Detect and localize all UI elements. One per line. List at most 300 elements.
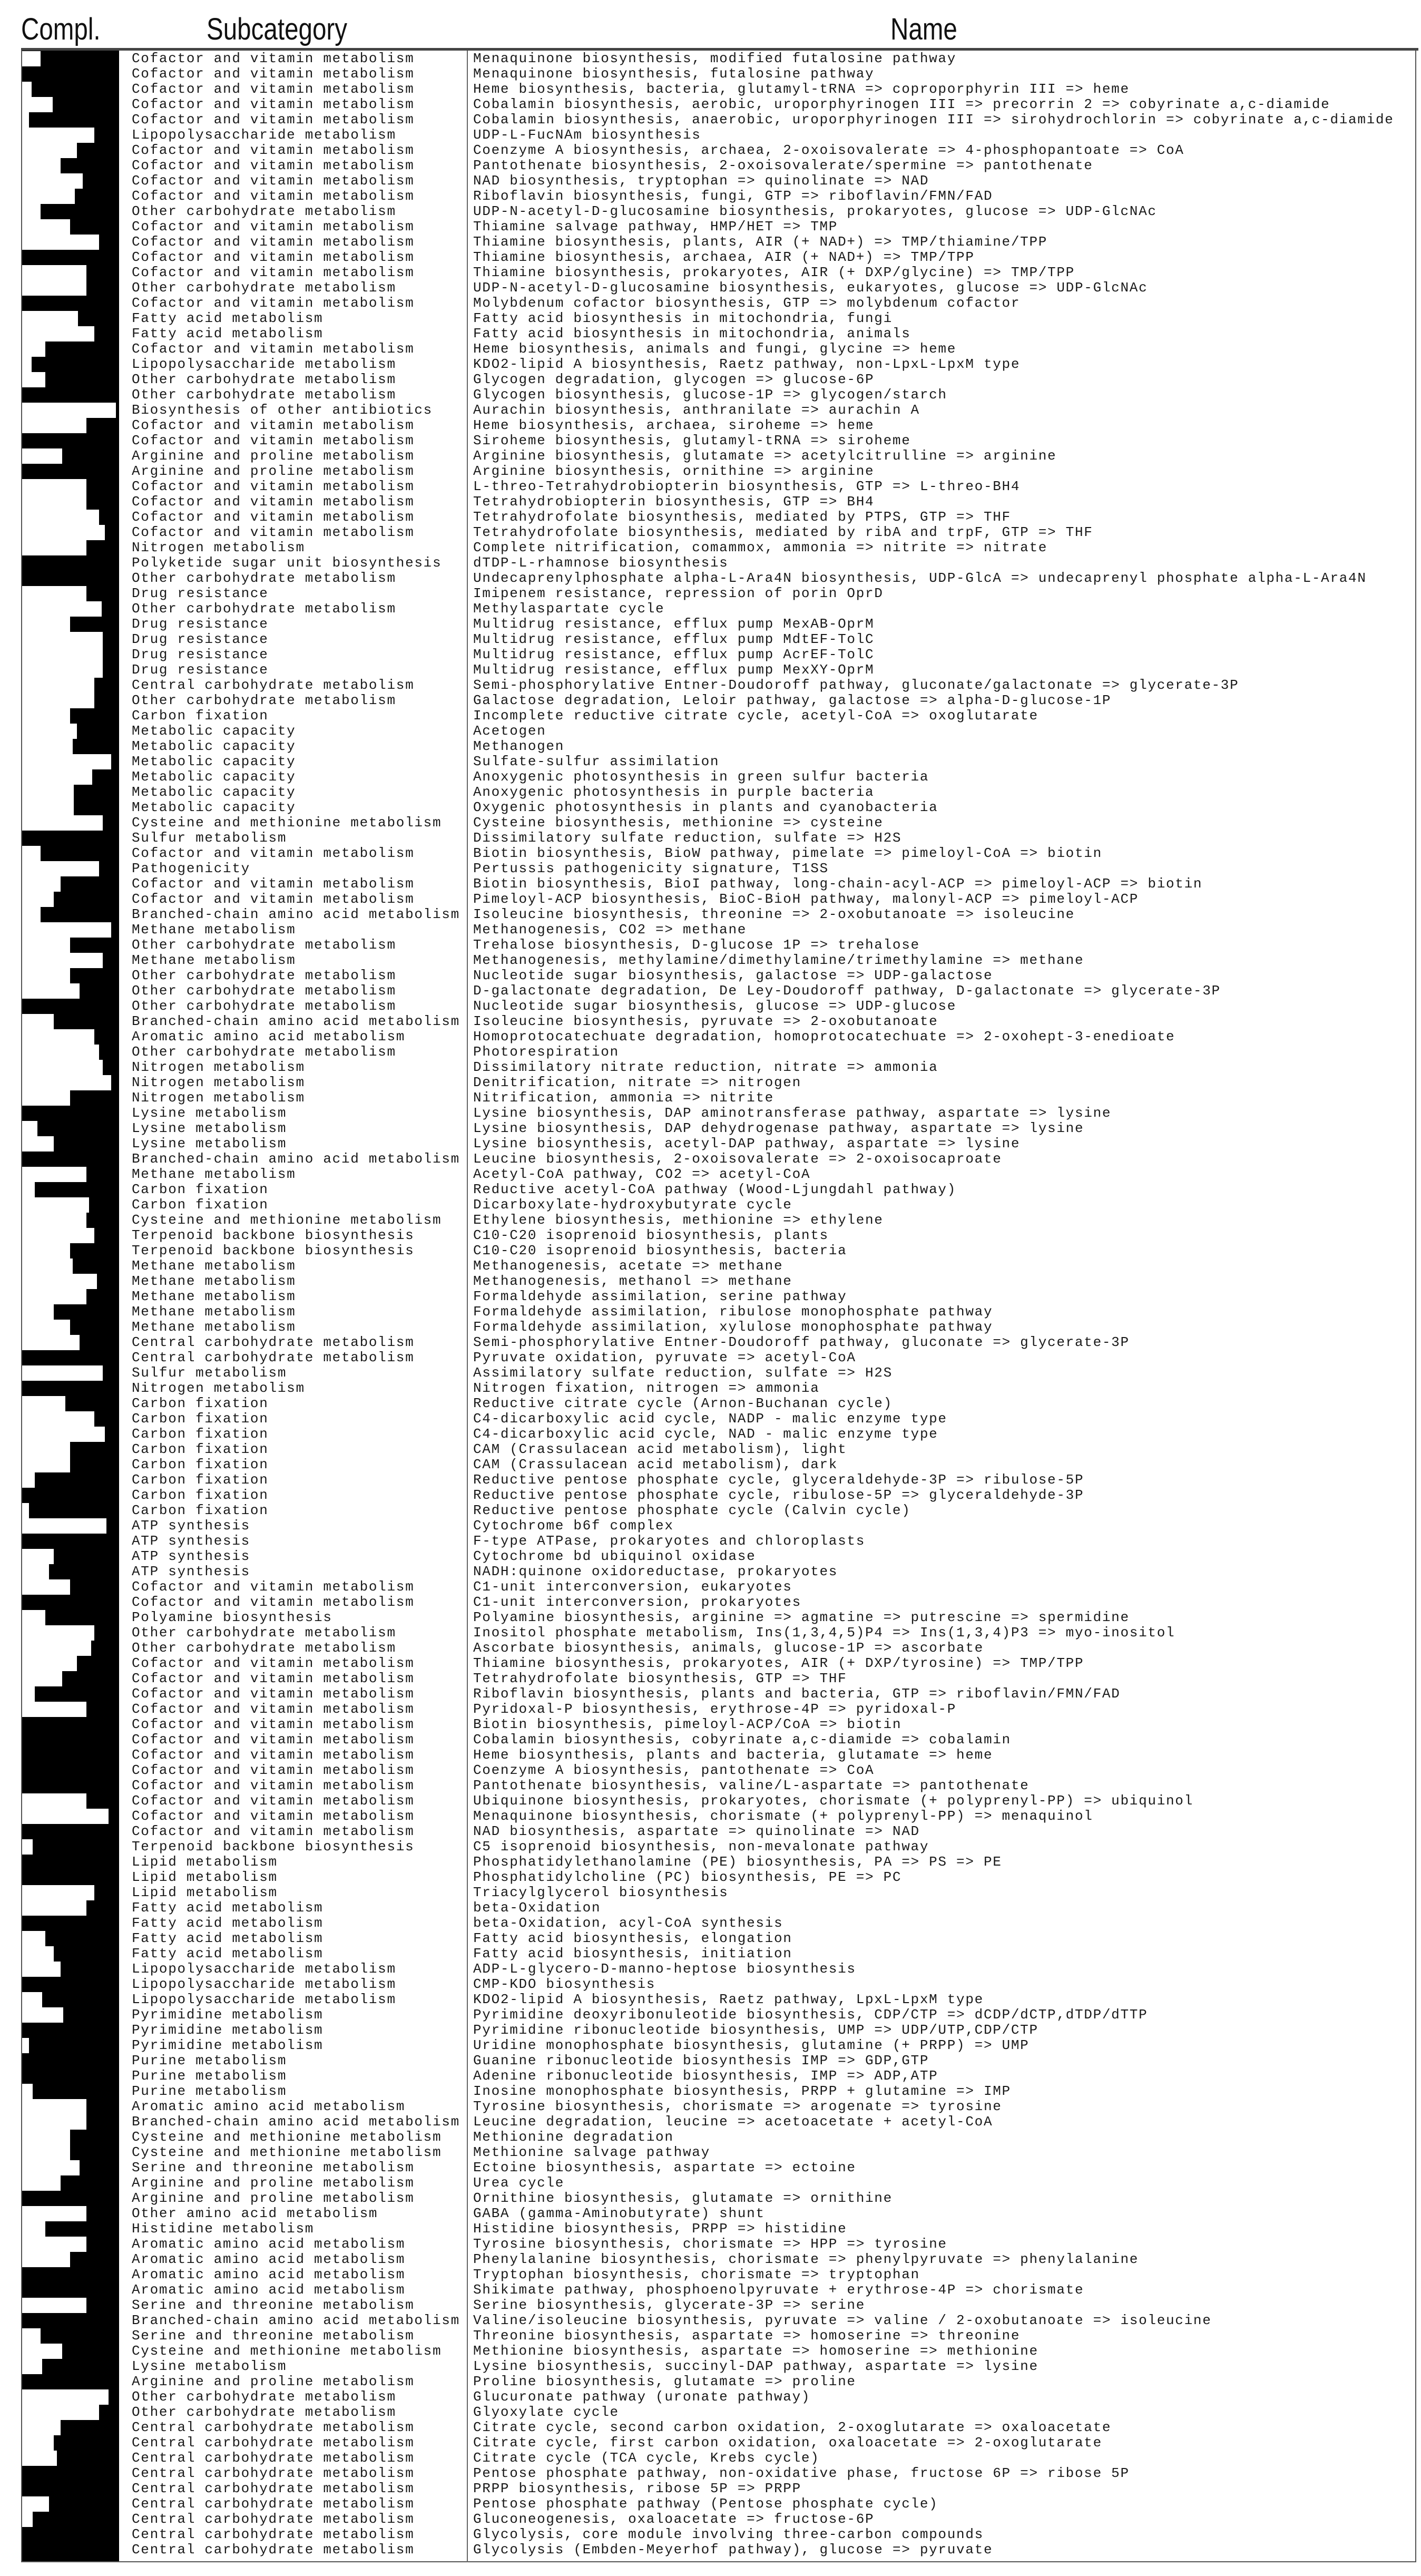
completeness-bar [22, 800, 118, 815]
completeness-missing-fill [22, 2252, 70, 2267]
module-name-cell: Fatty acid biosynthesis, initiation [473, 1946, 792, 1962]
completeness-missing-fill [22, 2160, 80, 2175]
subcategory-cell: Central carbohydrate metabolism [132, 2450, 415, 2466]
subcategory-cell: Aromatic amino acid metabolism [132, 2099, 406, 2114]
module-name-cell: Pantothenate biosynthesis, 2-oxoisovalerate/spermine => pantothenate [473, 158, 1093, 173]
completeness-missing-fill [22, 1839, 33, 1855]
table-row [0, 2359, 1421, 2374]
completeness-missing-fill [22, 1885, 94, 1900]
subcategory-cell: Other carbohydrate metabolism [132, 280, 396, 296]
completeness-missing-fill [22, 953, 103, 968]
completeness-bar [22, 2435, 118, 2451]
module-name-cell: Adenine ribonucleotide biosynthesis, IMP => ADP,ATP [473, 2068, 938, 2084]
completeness-missing-fill [22, 1931, 45, 1946]
completeness-bar [22, 1717, 118, 1732]
completeness-missing-fill [22, 1396, 65, 1411]
completeness-missing-fill [22, 876, 61, 892]
subcategory-cell: Cofactor and vitamin metabolism [132, 891, 415, 907]
completeness-missing-fill [22, 968, 70, 983]
completeness-missing-fill [22, 2206, 86, 2221]
subcategory-cell: Pyrimidine metabolism [132, 2022, 324, 2038]
table-row [0, 1809, 1421, 1824]
subcategory-cell: ATP synthesis [132, 1533, 250, 1549]
subcategory-cell: Metabolic capacity [132, 769, 296, 785]
completeness-bar [22, 1106, 118, 1121]
subcategory-cell: Fatty acid metabolism [132, 1900, 324, 1916]
completeness-missing-fill [22, 2435, 54, 2451]
completeness-bar [22, 1472, 118, 1488]
table-row [0, 1167, 1421, 1182]
module-name-cell: Dissimilatory nitrate reduction, nitrate => ammonia [473, 1059, 938, 1075]
completeness-bar [22, 1396, 118, 1411]
table-row [0, 2038, 1421, 2053]
subcategory-cell: Cofactor and vitamin metabolism [132, 173, 415, 189]
subcategory-cell: Drug resistance [132, 662, 269, 678]
completeness-bar [22, 1824, 118, 1839]
completeness-missing-fill [22, 1060, 103, 1075]
module-name-cell: C1-unit interconversion, eukaryotes [473, 1579, 792, 1595]
completeness-missing-fill [22, 1457, 70, 1472]
completeness-bar [22, 739, 118, 754]
completeness-bar [22, 1656, 118, 1671]
table-row [0, 999, 1421, 1014]
completeness-missing-fill [22, 1228, 94, 1243]
table-row [0, 2130, 1421, 2145]
table-row [0, 938, 1421, 953]
completeness-missing-fill [22, 2328, 41, 2344]
subcategory-cell: Fatty acid metabolism [132, 1915, 324, 1931]
completeness-bar [22, 1778, 118, 1793]
table-row [0, 1503, 1421, 1518]
subcategory-cell: Arginine and proline metabolism [132, 463, 415, 479]
subcategory-cell: Cofactor and vitamin metabolism [132, 524, 415, 540]
completeness-bar [22, 2527, 118, 2542]
subcategory-cell: Other amino acid metabolism [132, 2206, 378, 2221]
subcategory-cell: Other carbohydrate metabolism [132, 372, 396, 387]
table-row [0, 2481, 1421, 2496]
completeness-missing-fill [22, 143, 77, 158]
module-name-cell: CMP-KDO biosynthesis [473, 1976, 656, 1992]
subcategory-cell: Cofactor and vitamin metabolism [132, 1762, 415, 1778]
table-row [0, 1121, 1421, 1136]
completeness-missing-fill [22, 647, 103, 662]
subcategory-cell: Cofactor and vitamin metabolism [132, 81, 415, 97]
completeness-bar [22, 204, 118, 219]
table-row [0, 280, 1421, 296]
completeness-missing-fill [22, 708, 70, 724]
table-row [0, 1748, 1421, 1763]
subcategory-cell: Cofactor and vitamin metabolism [132, 1594, 415, 1610]
module-name-cell: CAM (Crassulacean acid metabolism), light [473, 1441, 847, 1457]
completeness-missing-fill [22, 1641, 91, 1656]
completeness-bar [22, 357, 118, 372]
completeness-bar [22, 601, 118, 617]
module-name-cell: Reductive pentose phosphate cycle, ribulose-5P => glyceraldehyde-3P [473, 1487, 1084, 1503]
completeness-bar [22, 2221, 118, 2237]
subcategory-cell: Cofactor and vitamin metabolism [132, 433, 415, 448]
module-name-cell: Methanogenesis, methylamine/dimethylamine/trimethylamine => methane [473, 952, 1084, 968]
module-name-cell: Lysine biosynthesis, acetyl-DAP pathway, aspartate => lysine [473, 1136, 1021, 1152]
completeness-missing-fill [22, 479, 86, 494]
module-name-cell: Semi-phosphorylative Entner-Doudoroff pathway, gluconate => glycerate-3P [473, 1334, 1130, 1350]
completeness-missing-fill [22, 892, 54, 907]
subcategory-cell: Lipid metabolism [132, 1869, 278, 1885]
completeness-bar [22, 662, 118, 678]
completeness-bar [22, 1197, 118, 1213]
completeness-missing-fill [22, 769, 92, 785]
table-row [0, 235, 1421, 250]
completeness-missing-fill [22, 1258, 73, 1274]
completeness-missing-fill [22, 2512, 33, 2527]
table-row [0, 265, 1421, 280]
module-name-cell: Fatty acid biosynthesis in mitochondria, animals [473, 326, 911, 341]
completeness-missing-fill [22, 739, 73, 754]
table-row [0, 158, 1421, 173]
table-row [0, 1870, 1421, 1885]
subcategory-cell: Nitrogen metabolism [132, 1090, 305, 1106]
module-name-cell: Ornithine biosynthesis, glutamate => ornithine [473, 2190, 893, 2206]
completeness-missing-fill [22, 632, 103, 647]
completeness-bar [22, 2359, 118, 2374]
module-name-cell: Reductive pentose phosphate cycle, glyceraldehyde-3P => ribulose-5P [473, 1472, 1084, 1488]
table-row [0, 341, 1421, 357]
table-row [0, 418, 1421, 433]
completeness-bar [22, 1916, 118, 1931]
completeness-bar [22, 892, 118, 907]
table-row [0, 800, 1421, 815]
subcategory-cell: Cofactor and vitamin metabolism [132, 51, 415, 66]
completeness-bar [22, 2206, 118, 2221]
subcategory-cell: Cofactor and vitamin metabolism [132, 1686, 415, 1702]
completeness-missing-fill [22, 2221, 45, 2237]
module-name-cell: beta-Oxidation [473, 1900, 601, 1916]
module-name-cell: Citrate cycle, first carbon oxidation, oxaloacetate => 2-oxoglutarate [473, 2435, 1102, 2451]
table-row [0, 1518, 1421, 1534]
completeness-bar [22, 1121, 118, 1136]
completeness-missing-fill [22, 938, 70, 953]
table-row [0, 1641, 1421, 1656]
completeness-missing-fill [22, 983, 80, 999]
completeness-bar [22, 1258, 118, 1274]
table-row [0, 1106, 1421, 1121]
completeness-bar [22, 1029, 118, 1045]
table-row [0, 1258, 1421, 1274]
subcategory-cell: Pyrimidine metabolism [132, 2037, 324, 2053]
subcategory-cell: Cofactor and vitamin metabolism [132, 219, 415, 235]
completeness-bar [22, 1809, 118, 1824]
subcategory-cell: Other carbohydrate metabolism [132, 692, 396, 708]
module-name-cell: Formaldehyde assimilation, serine pathway [473, 1289, 847, 1304]
subcategory-cell: Other carbohydrate metabolism [132, 983, 396, 999]
table-row [0, 1885, 1421, 1900]
module-name-cell: Incomplete reductive citrate cycle, acetyl-CoA => oxoglutarate [473, 708, 1038, 724]
module-name-cell: Cobalamin biosynthesis, cobyrinate a,c-diamide => cobalamin [473, 1732, 1011, 1748]
completeness-bar [22, 1320, 118, 1335]
module-name-cell: Cytochrome bd ubiquinol oxidase [473, 1548, 756, 1564]
table-row [0, 846, 1421, 861]
subcategory-cell: Cysteine and methionine metabolism [132, 2144, 442, 2160]
completeness-bar [22, 1992, 118, 2007]
subcategory-cell: Carbon fixation [132, 1502, 269, 1518]
subcategory-cell: Cofactor and vitamin metabolism [132, 494, 415, 510]
table-row [0, 525, 1421, 540]
subcategory-cell: Nitrogen metabolism [132, 1059, 305, 1075]
table-row [0, 1228, 1421, 1243]
table-row [0, 2420, 1421, 2435]
completeness-missing-fill [22, 1197, 89, 1213]
completeness-bar [22, 2084, 118, 2099]
table-row [0, 1595, 1421, 1610]
module-name-cell: Glycolysis, core module involving three-carbon compounds [473, 2526, 984, 2542]
table-row [0, 66, 1421, 82]
subcategory-cell: Serine and threonine metabolism [132, 2160, 415, 2175]
subcategory-cell: Lysine metabolism [132, 1105, 287, 1121]
table-row [0, 510, 1421, 525]
completeness-bar [22, 1442, 118, 1457]
completeness-bar [22, 1136, 118, 1152]
completeness-missing-fill [22, 922, 111, 938]
table-row [0, 953, 1421, 968]
completeness-missing-fill [22, 861, 99, 876]
completeness-missing-fill [22, 662, 103, 678]
table-row [0, 2023, 1421, 2038]
subcategory-cell: Cofactor and vitamin metabolism [132, 1732, 415, 1748]
table-row [0, 601, 1421, 617]
subcategory-cell: Methane metabolism [132, 952, 296, 968]
module-name-cell: Polyamine biosynthesis, arginine => agmatine => putrescine => spermidine [473, 1609, 1130, 1625]
subcategory-cell: Cofactor and vitamin metabolism [132, 295, 415, 311]
completeness-missing-fill [22, 51, 41, 66]
module-name-cell: Siroheme biosynthesis, glutamyl-tRNA => siroheme [473, 433, 911, 448]
table-row [0, 2114, 1421, 2130]
module-name-cell: L-threo-Tetrahydrobiopterin biosynthesis, GTP => L-threo-BH4 [473, 479, 1021, 494]
module-name-cell: Methionine degradation [473, 2129, 674, 2145]
subcategory-cell: Metabolic capacity [132, 723, 296, 739]
subcategory-cell: Other carbohydrate metabolism [132, 387, 396, 403]
completeness-bar [22, 1885, 118, 1900]
module-name-cell: Citrate cycle, second carbon oxidation, 2-oxoglutarate => oxaloacetate [473, 2419, 1112, 2435]
completeness-bar [22, 831, 118, 846]
completeness-missing-fill [22, 1900, 86, 1916]
module-name-cell: C4-dicarboxylic acid cycle, NADP - malic enzyme type [473, 1411, 947, 1427]
subcategory-cell: Pyrimidine metabolism [132, 2007, 324, 2023]
module-name-cell: Arginine biosynthesis, glutamate => acetylcitrulline => arginine [473, 448, 1057, 464]
subcategory-cell: Aromatic amino acid metabolism [132, 2236, 406, 2252]
completeness-bar [22, 265, 118, 280]
completeness-missing-fill [22, 586, 86, 601]
subcategory-cell: Fatty acid metabolism [132, 1930, 324, 1946]
completeness-missing-fill [22, 341, 45, 357]
completeness-bar [22, 219, 118, 235]
module-name-cell: Tyrosine biosynthesis, chorismate => HPP => tyrosine [473, 2236, 947, 2252]
module-name-cell: Menaquinone biosynthesis, chorismate (+ polyprenyl-PP) => menaquinol [473, 1808, 1093, 1824]
completeness-missing-fill [22, 448, 62, 464]
module-name-cell: PRPP biosynthesis, ribose 5P => PRPP [473, 2481, 801, 2496]
subcategory-cell: Fatty acid metabolism [132, 326, 324, 341]
module-name-cell: KDO2-lipid A biosynthesis, Raetz pathway, non-LpxL-LpxM type [473, 356, 1021, 372]
module-name-cell: UDP-N-acetyl-D-glucosamine biosynthesis, prokaryotes, glucose => UDP-GlcNAc [473, 203, 1157, 219]
completeness-bar [22, 1289, 118, 1304]
module-name-cell: Semi-phosphorylative Entner-Doudoroff pathway, gluconate/galactonate => glycerate-3P [473, 677, 1239, 693]
table-row [0, 2145, 1421, 2160]
table-row [0, 2328, 1421, 2344]
module-name-cell: Anoxygenic photosynthesis in green sulfur bacteria [473, 769, 929, 785]
module-name-cell: Trehalose biosynthesis, D-glucose 1P => trehalose [473, 937, 920, 953]
table-row [0, 1824, 1421, 1839]
module-name-cell: Arginine biosynthesis, ornithine => arginine [473, 463, 875, 479]
module-name-cell: Methanogenesis, CO2 => methane [473, 922, 747, 938]
table-row [0, 1350, 1421, 1365]
subcategory-cell: Cofactor and vitamin metabolism [132, 845, 415, 861]
completeness-bar [22, 1671, 118, 1686]
table-row [0, 2405, 1421, 2420]
completeness-bar [22, 555, 118, 571]
table-row [0, 1182, 1421, 1197]
module-name-cell: Riboflavin biosynthesis, plants and bacteria, GTP => riboflavin/FMN/FAD [473, 1686, 1121, 1702]
completeness-bar [22, 1595, 118, 1610]
module-name-cell: Molybdenum cofactor biosynthesis, GTP => molybdenum cofactor [473, 295, 1021, 311]
subcategory-cell: Cofactor and vitamin metabolism [132, 1671, 415, 1686]
completeness-bar [22, 189, 118, 204]
table-row [0, 1625, 1421, 1641]
completeness-missing-fill [22, 785, 74, 800]
module-name-cell: Glyoxylate cycle [473, 2404, 619, 2420]
module-name-cell: Gluconeogenesis, oxaloacetate => fructose-6P [473, 2511, 875, 2527]
module-name-cell: Phosphatidylethanolamine (PE) biosynthesis, PA => PS => PE [473, 1854, 1002, 1870]
module-name-cell: Undecaprenylphosphate alpha-L-Ara4N biosynthesis, UDP-GlcA => undecaprenyl phosphate alpha-L-Ara4N [473, 570, 1367, 586]
table-row [0, 2435, 1421, 2451]
completeness-bar [22, 296, 118, 311]
module-name-cell: Menaquinone biosynthesis, modified futalosine pathway [473, 51, 957, 66]
table-row [0, 97, 1421, 112]
completeness-missing-fill [22, 1518, 106, 1534]
subcategory-cell: Cofactor and vitamin metabolism [132, 1655, 415, 1671]
completeness-bar [22, 678, 118, 693]
module-name-cell: Phosphatidylcholine (PC) biosynthesis, PE => PC [473, 1869, 902, 1885]
completeness-missing-fill [22, 2114, 86, 2130]
subcategory-cell: Other carbohydrate metabolism [132, 937, 396, 953]
module-name-cell: UDP-N-acetyl-D-glucosamine biosynthesis, eukaryotes, glucose => UDP-GlcNAc [473, 280, 1148, 296]
completeness-missing-fill [22, 693, 94, 708]
subcategory-cell: Fatty acid metabolism [132, 310, 324, 326]
table-row [0, 2527, 1421, 2542]
completeness-missing-fill [22, 1992, 42, 2007]
subcategory-cell: ATP synthesis [132, 1548, 250, 1564]
table-row [0, 2374, 1421, 2389]
completeness-bar [22, 448, 118, 464]
table-row [0, 1656, 1421, 1671]
subcategory-cell: Metabolic capacity [132, 799, 296, 815]
completeness-missing-fill [22, 1182, 35, 1197]
completeness-missing-fill [22, 1335, 80, 1350]
completeness-missing-fill [22, 1075, 111, 1090]
completeness-bar [22, 1075, 118, 1090]
completeness-bar [22, 1381, 118, 1396]
subcategory-cell: Central carbohydrate metabolism [132, 677, 415, 693]
table-row [0, 1702, 1421, 1717]
module-name-cell: Sulfate-sulfur assimilation [473, 754, 720, 769]
completeness-bar [22, 2175, 118, 2191]
subcategory-cell: Carbon fixation [132, 1457, 269, 1472]
subcategory-cell: Methane metabolism [132, 1319, 296, 1335]
completeness-bar [22, 2099, 118, 2114]
module-name-cell: Coenzyme A biosynthesis, archaea, 2-oxoisovalerate => 4-phosphopantoate => CoA [473, 142, 1184, 158]
module-name-cell: Thiamine biosynthesis, prokaryotes, AIR (+ DXP/glycine) => TMP/TPP [473, 265, 1075, 280]
subcategory-cell: Cofactor and vitamin metabolism [132, 96, 415, 112]
table-row [0, 2496, 1421, 2512]
table-row [0, 2313, 1421, 2328]
module-name-cell: Assimilatory sulfate reduction, sulfate => H2S [473, 1365, 893, 1381]
completeness-missing-fill [22, 372, 45, 387]
module-name-cell: Methylaspartate cycle [473, 601, 665, 617]
completeness-bar [22, 51, 118, 66]
subcategory-cell: Other carbohydrate metabolism [132, 998, 396, 1014]
completeness-bar [22, 2114, 118, 2130]
subcategory-cell: Cofactor and vitamin metabolism [132, 1701, 415, 1717]
completeness-missing-fill [22, 82, 32, 97]
completeness-bar [22, 2053, 118, 2068]
subcategory-cell: Methane metabolism [132, 1289, 296, 1304]
subcategory-cell: Central carbohydrate metabolism [132, 2481, 415, 2496]
module-name-cell: Biotin biosynthesis, BioW pathway, pimelate => pimeloyl-CoA => biotin [473, 845, 1102, 861]
module-name-cell: NADH:quinone oxidoreductase, prokaryotes [473, 1564, 838, 1579]
module-name-cell: Proline biosynthesis, glutamate => proline [473, 2374, 856, 2389]
completeness-bar [22, 1335, 118, 1350]
module-name-cell: Nitrogen fixation, nitrogen => ammonia [473, 1380, 820, 1396]
completeness-bar [22, 1855, 118, 1870]
subcategory-cell: Central carbohydrate metabolism [132, 2526, 415, 2542]
subcategory-cell: Lipid metabolism [132, 1854, 278, 1870]
completeness-missing-fill [22, 311, 78, 326]
subcategory-cell: Central carbohydrate metabolism [132, 2465, 415, 2481]
completeness-bar [22, 2007, 118, 2023]
module-name-cell: Methanogen [473, 738, 565, 754]
subcategory-cell: Cofactor and vitamin metabolism [132, 479, 415, 494]
subcategory-cell: Cysteine and methionine metabolism [132, 2129, 442, 2145]
completeness-missing-fill [22, 678, 94, 693]
module-name-cell: Tetrahydrofolate biosynthesis, GTP => THF [473, 1671, 847, 1686]
table-row [0, 2282, 1421, 2298]
table-row [0, 143, 1421, 158]
module-name-cell: Heme biosynthesis, plants and bacteria, glutamate => heme [473, 1747, 993, 1763]
completeness-missing-fill [22, 1962, 61, 1977]
completeness-bar [22, 2405, 118, 2420]
module-name-cell: Methanogenesis, methanol => methane [473, 1273, 792, 1289]
subcategory-cell: Cofactor and vitamin metabolism [132, 249, 415, 265]
subcategory-cell: ATP synthesis [132, 1564, 250, 1579]
completeness-bar [22, 403, 118, 418]
completeness-missing-fill [22, 540, 86, 555]
completeness-bar [22, 2481, 118, 2496]
module-table [0, 51, 1421, 2558]
subcategory-cell: Central carbohydrate metabolism [132, 2542, 415, 2558]
subcategory-cell: Carbon fixation [132, 708, 269, 724]
completeness-bar [22, 2237, 118, 2252]
completeness-bar [22, 2130, 118, 2145]
completeness-missing-fill [22, 2496, 49, 2512]
module-name-cell: Fatty acid biosynthesis in mitochondria, fungi [473, 310, 893, 326]
completeness-missing-fill [22, 2099, 86, 2114]
table-row [0, 540, 1421, 555]
subcategory-cell: Purine metabolism [132, 2053, 287, 2068]
completeness-bar [22, 632, 118, 647]
subcategory-cell: Branched-chain amino acid metabolism [132, 1013, 460, 1029]
module-name-cell: Lysine biosynthesis, DAP dehydrogenase pathway, aspartate => lysine [473, 1120, 1084, 1136]
subcategory-cell: Aromatic amino acid metabolism [132, 2267, 406, 2282]
table-row [0, 1381, 1421, 1396]
table-row [0, 1686, 1421, 1702]
subcategory-cell: Drug resistance [132, 647, 269, 662]
